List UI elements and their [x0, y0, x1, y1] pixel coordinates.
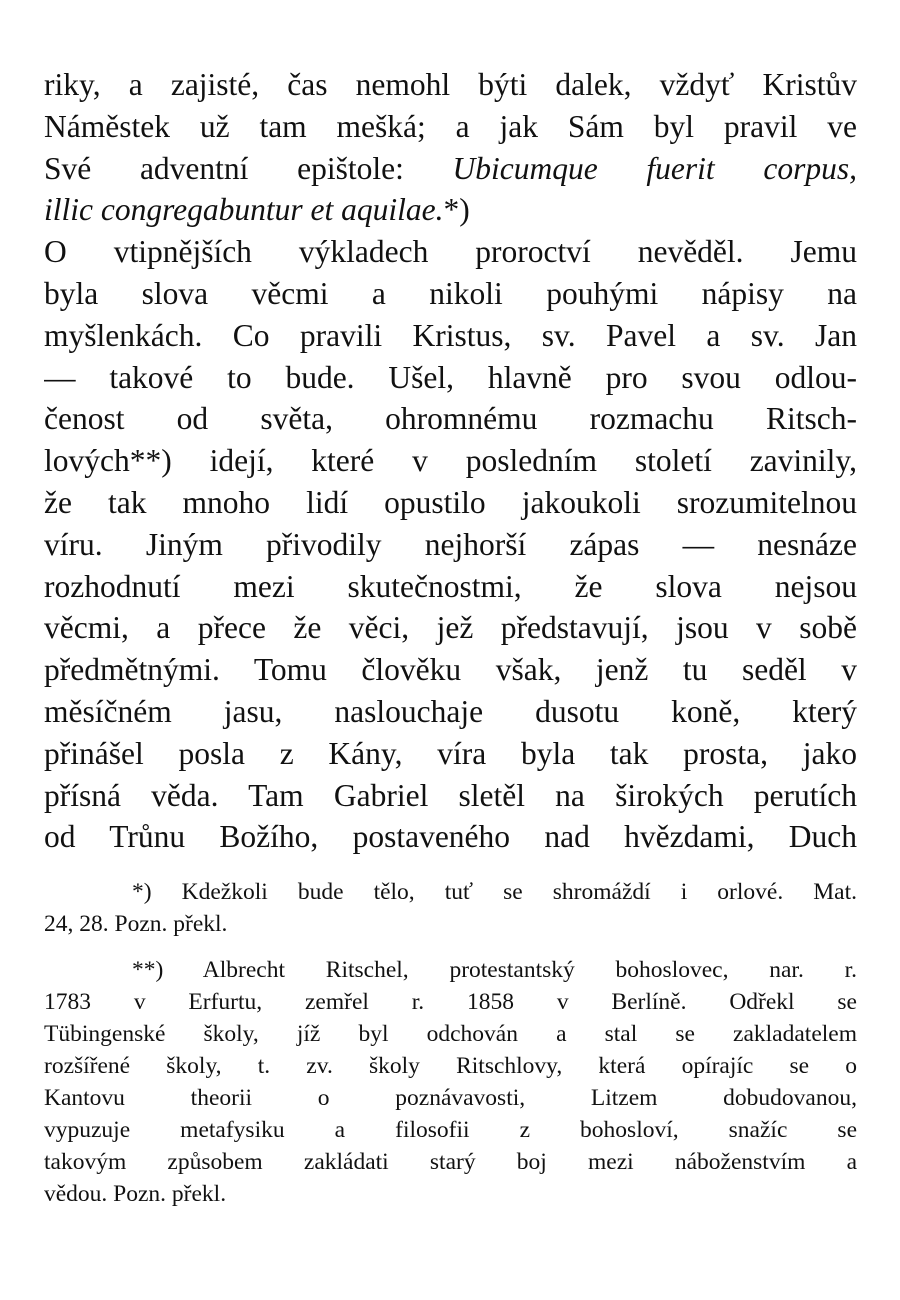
- text-line: předmětnými. Tomu člověku však, jenž tu seděl v: [44, 652, 857, 688]
- text-line: — takové to bude. Ušel, hlavně pro svou odlou-: [44, 359, 857, 395]
- text-line: víru. Jiným přivodily nejhorší zápas — nesnáze: [44, 526, 857, 562]
- footnote-line: takovým způsobem zakládati starý boj mezi náboženstvím a: [44, 1149, 857, 1176]
- footnote-marker: *): [443, 192, 470, 228]
- text-line: lových**) idejí, které v posledním století zavinily,: [44, 443, 857, 479]
- footnote-1: [44, 876, 857, 940]
- latin-quote: Ubicumque fuerit corpus,: [452, 150, 857, 186]
- footnote-line: rozšířené školy, t. zv. školy Ritschlovy, která opírajíc se o: [44, 1053, 857, 1080]
- footnote-line: 1783 v Erfurtu, zemřel r. 1858 v Berlíně. Odřekl se: [44, 989, 857, 1016]
- footnote-line: Kantovu theorii o poznávavosti, Litzem dobudovanou,: [44, 1085, 857, 1112]
- text-line: rozhodnutí mezi skutečnostmi, že slova nejsou: [44, 568, 857, 604]
- text-line: že tak mnoho lidí opustilo jakoukoli srozumitelnou: [44, 484, 857, 520]
- text-line: čenost od světa, ohromnému rozmachu Ritsch-: [44, 401, 857, 437]
- text-line: přísná věda. Tam Gabriel sletěl na širokých perutích: [44, 777, 857, 813]
- footnote-line: Tübingenské školy, jíž byl odchován a stal se zakladatelem: [44, 1021, 857, 1048]
- latin-quote: illic congregabuntur et aquilae.: [44, 192, 444, 228]
- main-text-block: [44, 64, 857, 858]
- text-line: [44, 189, 857, 231]
- text-line: O vtipnějších výkladech proroctví nevěděl. Jemu: [44, 234, 857, 270]
- text-line: Své adventní epištole: Ubicumque fuerit corpus,: [44, 150, 857, 186]
- footnote-line: *) Kdežkoli bude tělo, tuť se shromáždí i orlové. Mat.: [132, 879, 857, 906]
- text-line: myšlenkách. Co pravili Kristus, sv. Pavel a sv. Jan: [44, 317, 857, 353]
- footnote-2: [44, 954, 857, 1210]
- footnote-line: 24, 28. Pozn. překl.: [44, 911, 228, 938]
- book-page: [44, 64, 857, 1224]
- footnotes-section: [44, 876, 857, 1210]
- footnote-line: **) Albrecht Ritschel, protestantský bohoslovec, nar. r.: [132, 957, 857, 984]
- text-line: byla slova věcmi a nikoli pouhými nápisy na: [44, 275, 857, 311]
- text-line: riky, a zajisté, čas nemohl býti dalek, vždyť Kristův: [44, 67, 857, 102]
- text-line: měsíčném jasu, naslouchaje dusotu koně, který: [44, 693, 857, 729]
- text-line: Náměstek už tam mešká; a jak Sám byl pravil ve: [44, 108, 857, 144]
- text-line: od Trůnu Božího, postaveného nad hvězdami, Duch: [44, 819, 857, 855]
- text-line: věcmi, a přece že věci, jež představují, jsou v sobě: [44, 610, 857, 646]
- text-line: přinášel posla z Kány, víra byla tak prosta, jako: [44, 735, 857, 771]
- footnote-line: vypuzuje metafysiku a filosofii z bohosloví, snažíc se: [44, 1117, 857, 1144]
- footnote-line: vědou. Pozn. překl.: [44, 1181, 227, 1208]
